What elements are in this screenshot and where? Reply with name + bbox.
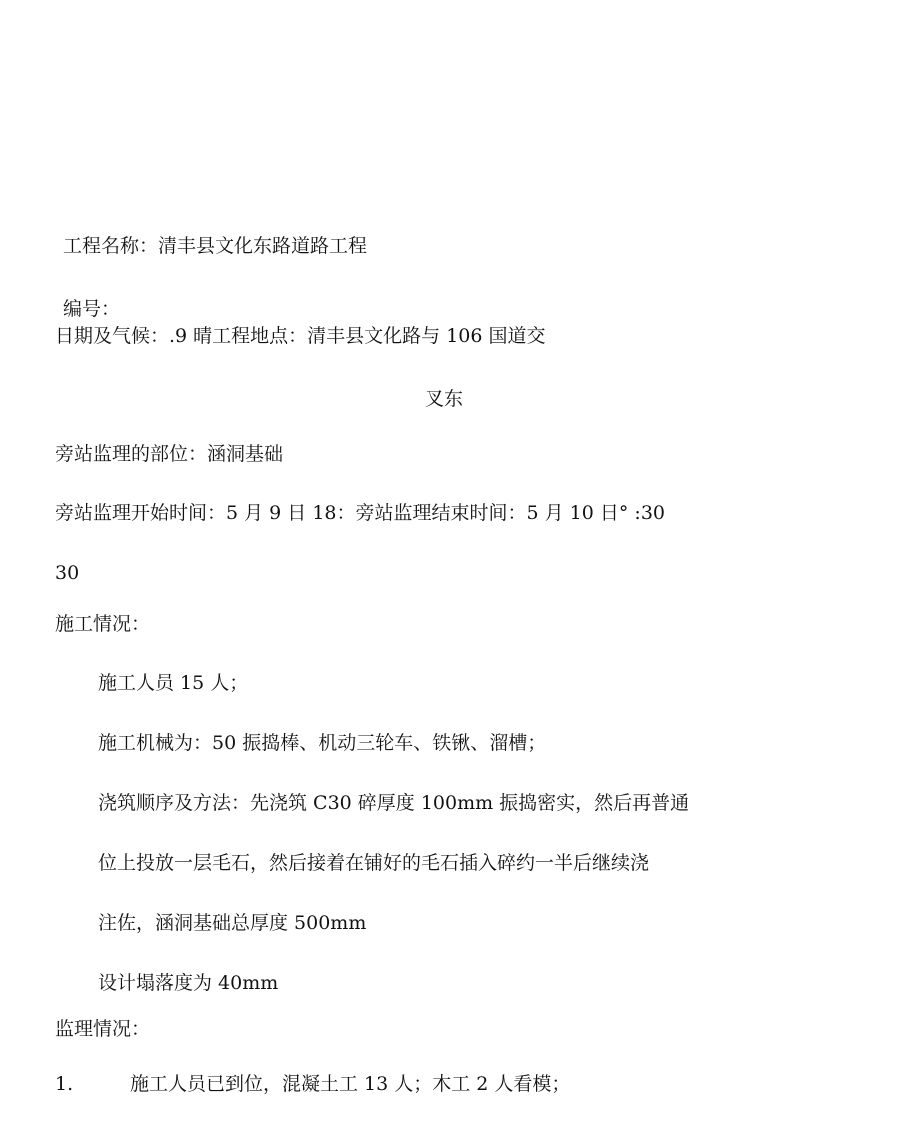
date-location-continued: 叉东: [425, 388, 464, 410]
construction-machinery: 施工机械为：50 振捣棒、机动三轮车、铁锹、溜槽；: [98, 732, 547, 754]
construction-method-line-3: 注佐，涵洞基础总厚度 500mm: [98, 912, 367, 934]
date-location: 日期及气候：.9 晴工程地点：清丰县文化路与 106 国道交: [55, 325, 546, 347]
supervision-time: 旁站监理开始时间：5 月 9 日 18：旁站监理结束时间：5 月 10 日° :30: [55, 502, 666, 524]
monitoring-item-text: 施工人员已到位，混凝土工 13 人；木工 2 人看模；: [130, 1073, 571, 1095]
construction-heading: 施工情况：: [55, 613, 151, 635]
monitoring-item-number: 1.: [55, 1073, 74, 1095]
supervision-time-continued: 30: [55, 562, 80, 584]
project-name: 工程名称：清丰县文化东路道路工程: [63, 235, 368, 257]
supervision-position: 旁站监理的部位：涵洞基础: [55, 443, 284, 465]
monitoring-heading: 监理情况：: [55, 1018, 151, 1040]
number-label: 编号：: [63, 298, 121, 320]
construction-personnel: 施工人员 15 人；: [98, 672, 249, 694]
construction-method-line-1: 浇筑顺序及方法：先浇筑 C30 碎厚度 100mm 振捣密实，然后再普通: [98, 792, 690, 814]
construction-slump: 设计塌落度为 40mm: [98, 972, 279, 994]
construction-method-line-2: 位上投放一层毛石，然后接着在铺好的毛石插入碎约一半后继续浇: [98, 852, 650, 874]
